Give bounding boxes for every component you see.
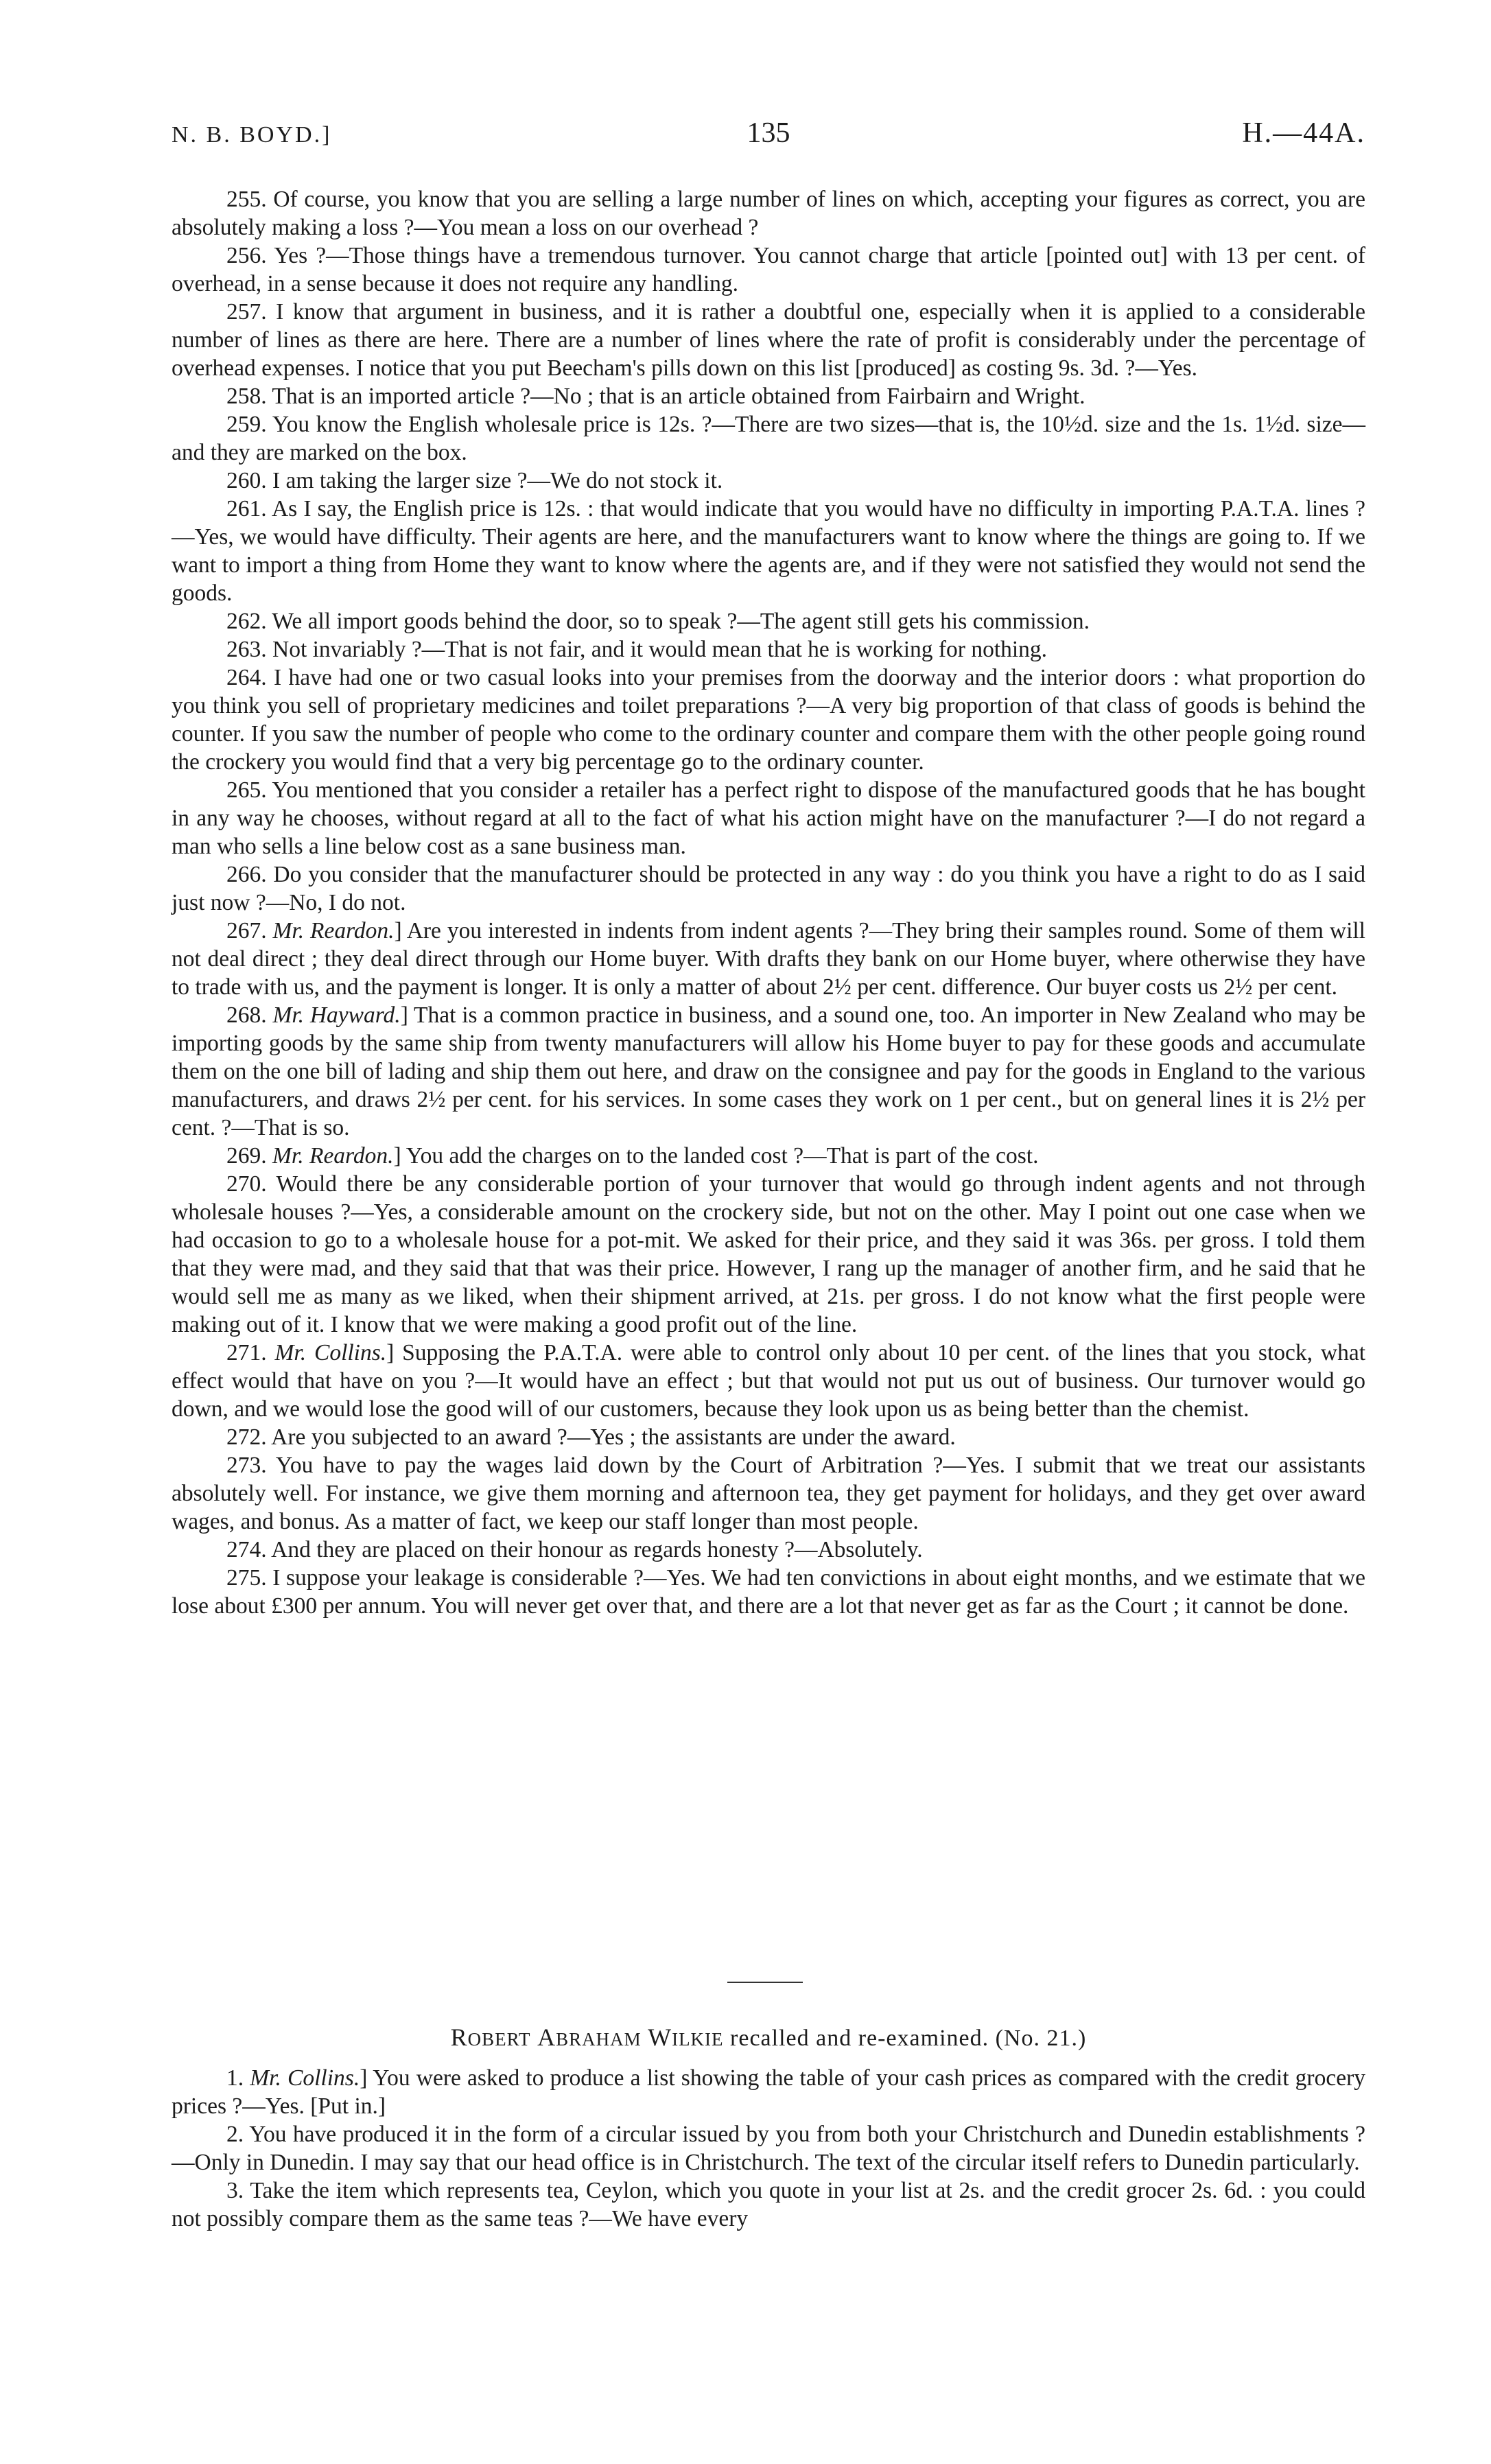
evidence-paragraph bbox=[172, 1423, 1365, 1451]
document-reference: H.—44A. bbox=[1242, 117, 1365, 149]
paragraph-text: ] You were asked to produce a list showing the table of your cash prices as compared with the credit grocery prices ?—Yes. [Put in.] bbox=[172, 2065, 1365, 2119]
paragraph-text: 273. You have to pay the wages laid down by the Court of Arbitration ?—Yes. I submit that we treat our assistants absolutely well. For instance, we give them morning and afternoon tea, they get payment for holidays, and they get over award wages, and bonus. As a matter of fact, we keep our staff longer than most people. bbox=[172, 1453, 1365, 1534]
evidence-paragraph bbox=[172, 185, 1365, 242]
header-witness-name: N. B. BOYD.] bbox=[172, 122, 332, 148]
name-rest: ILKIE bbox=[672, 2029, 724, 2050]
page-header bbox=[172, 117, 1365, 165]
name-initial: A bbox=[537, 2023, 556, 2051]
paragraph-text: 262. We all import goods behind the door, so to speak ?—The agent still gets his commission. bbox=[226, 609, 1090, 634]
paragraph-text: 265. You mentioned that you consider a retailer has a perfect right to dispose of the manufactured goods that he has bought in any way he chooses, without regard at all to the fact of what his action might have on the manufacturer ?—I do not regard a man who sells a line below cost as a sane business man. bbox=[172, 777, 1365, 859]
paragraph-text: 267. bbox=[226, 918, 273, 943]
paragraph-text: 268. bbox=[226, 1002, 273, 1028]
evidence-paragraph bbox=[172, 1536, 1365, 1564]
paragraph-text: ] You add the charges on to the landed cost ?—That is part of the cost. bbox=[393, 1143, 1039, 1169]
section-divider bbox=[727, 1982, 803, 1983]
evidence-paragraph bbox=[172, 242, 1365, 298]
evidence-paragraph bbox=[172, 635, 1365, 664]
paragraph-text: 2. You have produced it in the form of a circular issued by you from both your Christchurch and Dunedin establishments ?—Only in Dunedin. I may say that our head office is in Christchurch. The text of the circular itself refers to Dunedin particularly. bbox=[172, 2122, 1365, 2175]
paragraph-text: 270. Would there be any considerable portion of your turnover that would go through indent agents and not through wholesale houses ?—Yes, a considerable amount on the crockery side, but not on the other. May I point out one case when we had occasion to go to a wholesale house for a pot-mit. We asked for their price, and they said it was 36s. per gross. I told them that they were mad, and they said that that was their price. However, I rang up the manager of another firm, and he said that he would sell me as many as we liked, when their shipment arrived, at 21s. per gross. I do not know what the first people were making out of it. I know that we were making a good profit out of the line. bbox=[172, 1171, 1365, 1337]
paragraph-text: 272. Are you subjected to an award ?—Yes ; the assistants are under the award. bbox=[226, 1424, 956, 1450]
name-rest: BRAHAM bbox=[556, 2029, 642, 2050]
evidence-paragraph bbox=[172, 298, 1365, 382]
evidence-paragraph bbox=[172, 917, 1365, 1001]
paragraph-text: ] Supposing the P.A.T.A. were able to control only about 10 per cent. of the lines that you stock, what effect would that have on you ?—It would have an effect ; but that would not put us out of business. Our turnover would go down, and we would lose the good will of our customers, because they look upon us as being better than the chemist. bbox=[172, 1340, 1365, 1422]
witness-heading bbox=[172, 2023, 1365, 2052]
evidence-paragraph bbox=[172, 860, 1365, 917]
speaker-name: Mr. Hayward. bbox=[272, 1002, 401, 1028]
evidence-paragraph bbox=[172, 776, 1365, 860]
paragraph-text: 271. bbox=[226, 1340, 275, 1365]
paragraph-text: ] Are you interested in indents from indent agents ?—They bring their samples round. Some of them will not deal direct ; they deal direct through our Home buyer. With drafts they bank on our Home buyer, where otherwise they have to trade with us, and the payment is longer. It is only a matter of about 2½ per cent. difference. Our buyer costs us 2½ per cent. bbox=[172, 918, 1365, 1000]
name-initial: R bbox=[450, 2023, 468, 2051]
evidence-paragraph bbox=[172, 2064, 1365, 2120]
evidence-paragraph bbox=[172, 2176, 1365, 2233]
paragraph-text: 258. That is an imported article ?—No ; that is an article obtained from Fairbairn and Wright. bbox=[226, 384, 1085, 409]
paragraph-text: 264. I have had one or two casual looks into your premises from the doorway and the interior doors : what proportion do you think you sell of proprietary medicines and toilet preparations ?—A very big proportion of that class of goods is behind the counter. If you saw the number of people who come to the ordinary counter and compare them with the other people going round the crockery you would find that a very big percentage go to the ordinary counter. bbox=[172, 665, 1365, 775]
evidence-paragraph bbox=[172, 1339, 1365, 1423]
paragraph-text: ] That is a common practice in business, and a sound one, too. An importer in New Zealand who may be importing goods by the same ship from twenty manufacturers will allow his Home buyer to pay for these goods and accumulate them on the one bill of lading and ship them out here, and draw on the consignee and pay for the goods in England to the various manufacturers, and draws 2½ per cent. for his services. In some cases they work on 1 per cent., but on general lines it is 2½ per cent. ?—That is so. bbox=[172, 1002, 1366, 1140]
paragraph-text: 261. As I say, the English price is 12s. : that would indicate that you would have no difficulty in importing P.A.T.A. lines ?—Yes, we would have difficulty. Their agents are here, and the manufacturers want to know where the things are going to. If we want to import a thing from Home they want to know where the agents are, and if they were not satisfied they would not send the goods. bbox=[172, 496, 1365, 606]
page-number: 135 bbox=[747, 117, 790, 149]
evidence-paragraph bbox=[172, 664, 1365, 776]
evidence-paragraph bbox=[172, 1451, 1365, 1536]
paragraph-text: 266. Do you consider that the manufacturer should be protected in any way : do you think you have a right to do as I said just now ?—No, I do not. bbox=[172, 862, 1365, 915]
paragraph-text: 263. Not invariably ?—That is not fair, and it would mean that he is working for nothing. bbox=[226, 637, 1048, 662]
speaker-name: Mr. Reardon. bbox=[272, 1143, 394, 1169]
evidence-paragraph bbox=[172, 382, 1365, 410]
paragraph-text: 257. I know that argument in business, and it is rather a doubtful one, especially when it is applied to a considerable number of lines as there are here. There are a number of lines where the rate of profit is considerably under the percentage of overhead expenses. I notice that you put Beecham's pills down on this list [produced] as costing 9s. 3d. ?—Yes. bbox=[172, 299, 1365, 381]
evidence-paragraph bbox=[172, 1170, 1365, 1339]
witness-name bbox=[450, 2023, 724, 2051]
witness-heading-rest: recalled and re-examined. (No. 21.) bbox=[723, 2026, 1087, 2051]
paragraph-text: 3. Take the item which represents tea, Ceylon, which you quote in your list at 2s. and the credit grocer 2s. 6d. : you could not possibly compare them as the same teas ?—We have every bbox=[172, 2178, 1365, 2231]
evidence-paragraph bbox=[172, 410, 1365, 467]
speaker-name: Mr. Collins. bbox=[274, 1340, 387, 1365]
paragraph-text: 255. Of course, you know that you are selling a large number of lines on which, accepting your figures as correct, you are absolutely making a loss ?—You mean a loss on our overhead ? bbox=[172, 187, 1365, 240]
name-initial: W bbox=[648, 2023, 672, 2051]
paragraph-text: 274. And they are placed on their honour as regards honesty ?—Absolutely. bbox=[226, 1537, 923, 1562]
name-rest: OBERT bbox=[467, 2029, 531, 2050]
speaker-name: Mr. Collins. bbox=[250, 2065, 360, 2091]
speaker-name: Mr. Reardon. bbox=[272, 918, 395, 943]
evidence-paragraph bbox=[172, 1564, 1365, 1620]
evidence-paragraph bbox=[172, 467, 1365, 495]
paragraph-text: 256. Yes ?—Those things have a tremendous turnover. You cannot charge that article [pointed out] with 13 per cent. of overhead, in a sense because it does not require any handling. bbox=[172, 243, 1365, 296]
evidence-paragraph bbox=[172, 1001, 1365, 1142]
paragraph-text: 1. bbox=[226, 2065, 250, 2091]
evidence-paragraph bbox=[172, 607, 1365, 635]
evidence-paragraph bbox=[172, 495, 1365, 607]
paragraph-text: 275. I suppose your leakage is considerable ?—Yes. We had ten convictions in about eight months, and we estimate that we lose about £300 per annum. You will never get over that, and there are a lot that never get as far as the Court ; it cannot be done. bbox=[172, 1565, 1365, 1619]
evidence-paragraph bbox=[172, 1142, 1365, 1170]
paragraph-text: 269. bbox=[226, 1143, 272, 1169]
paragraph-text: 260. I am taking the larger size ?—We do not stock it. bbox=[226, 468, 723, 493]
evidence-body bbox=[172, 185, 1365, 1620]
paragraph-text: 259. You know the English wholesale price is 12s. ?—There are two sizes—that is, the 10½d. size and the 1s. 1½d. size—and they are marked on the box. bbox=[172, 412, 1365, 465]
evidence-paragraph bbox=[172, 2120, 1365, 2176]
witness-evidence-body bbox=[172, 2064, 1365, 2233]
